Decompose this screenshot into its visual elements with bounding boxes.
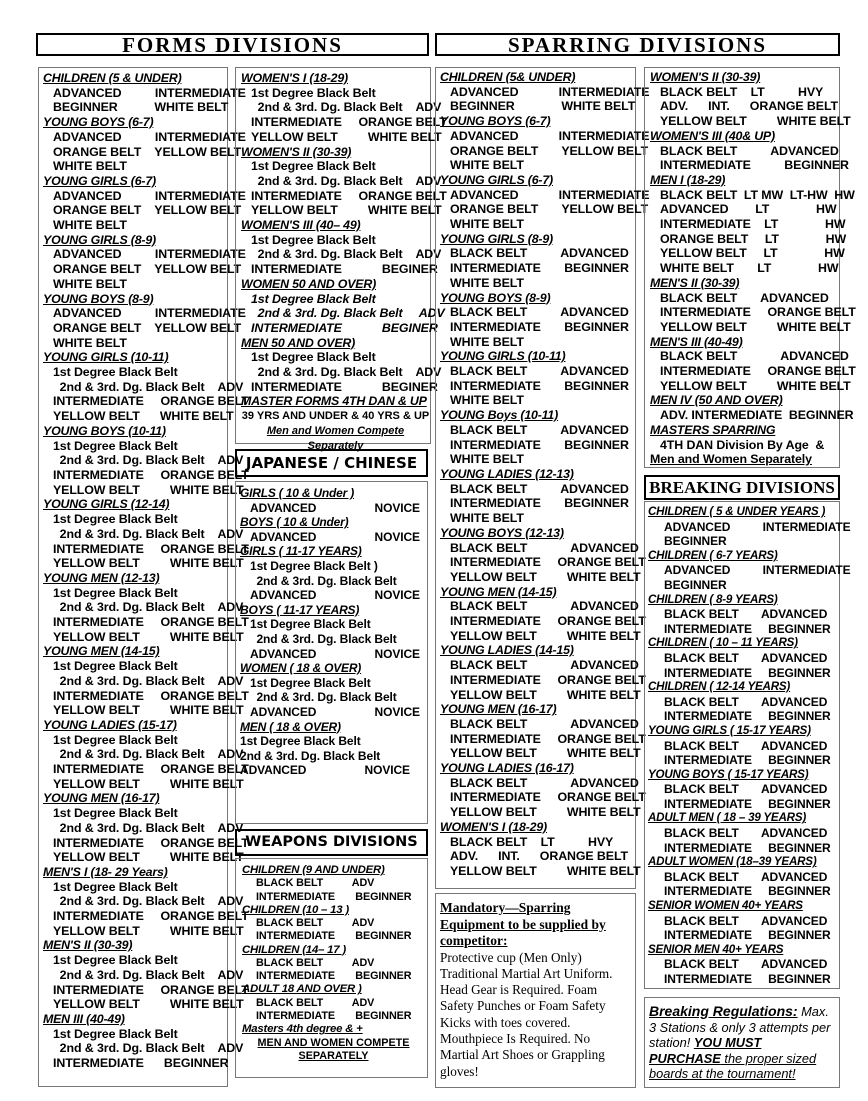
division-line: BLACK BELT ADVANCED: [664, 782, 828, 797]
division-line: ADVANCED INTERMEDIATE: [450, 187, 650, 202]
division-line: INTERMEDIATE BEGINNER: [664, 840, 831, 855]
division-title: ADULT WOMEN (18–39 YEARS): [648, 855, 817, 869]
division-line: INTERMEDIATE BEGINER: [251, 320, 438, 335]
division-line: ORANGE BELT YELLOW BELT: [450, 143, 649, 158]
division-title: YOUNG GIRLS (10-11): [43, 350, 169, 365]
sparring-column-2: [644, 67, 856, 468]
regulations-tail: the proper sized boards at the tournament!: [649, 1050, 817, 1082]
division-title: CHILDREN (14– 17 ): [242, 943, 347, 956]
division-line: BLACK BELT LT HVY: [450, 834, 614, 849]
division-line: BEGINNER WHITE BELT: [53, 100, 229, 115]
regulations-title: Breaking Regulations:: [649, 1003, 798, 1019]
division-line: 2nd & 3rd. Dg. Black Belt: [250, 573, 397, 588]
division-line: 1st Degree Black Belt: [53, 879, 178, 894]
division-title: MASTER FORMS 4TH DAN & UP: [241, 394, 427, 409]
division-line: BLACK BELT ADVANCED: [450, 658, 639, 673]
division-title: YOUNG GIRLS (6-7): [43, 173, 156, 188]
division-line: 2nd & 3rd. Dg. Black Belt ADV: [53, 379, 244, 394]
division-line: ORANGE BELT YELLOW BELT: [53, 203, 242, 218]
division-title: YOUNG GIRLS ( 15-17 YEARS): [648, 723, 811, 737]
division-line: WHITE BELT: [450, 452, 524, 467]
division-line: BLACK BELT ADVANCED: [660, 349, 849, 364]
division-line: WHITE BELT: [53, 276, 127, 291]
division-line: BLACK BELT ADVANCED: [450, 540, 639, 555]
division-line: ADVANCED INTERMEDIATE: [53, 247, 246, 262]
division-line: ADVANCED NOVICE: [250, 704, 420, 719]
division-line: BLACK BELT ADV: [256, 917, 375, 930]
equipment-line: Traditional Martial Art Uniform.: [440, 965, 613, 981]
division-title: YOUNG BOYS (12-13): [440, 525, 564, 540]
division-title: SENIOR WOMEN 40+ YEARS: [648, 899, 803, 913]
division-line: ADVANCED NOVICE: [250, 646, 420, 661]
division-line: INTERMEDIATE BEGINNER: [660, 158, 849, 173]
division-line: 1st Degree Black Belt: [251, 350, 376, 365]
division-line: WHITE BELT: [450, 393, 524, 408]
division-title: WOMEN 50 AND OVER): [241, 276, 377, 291]
division-line: BEGINNER: [664, 534, 727, 549]
division-title: YOUNG LADIES (15-17): [43, 717, 177, 732]
division-line: INTERMEDIATE ORANGE BELT: [53, 835, 249, 850]
division-title: YOUNG LADIES (14-15): [440, 643, 574, 658]
division-line: 2nd & 3rd. Dg. Black Belt ADV: [251, 306, 445, 321]
division-line: INTERMEDIATE BEGINNER: [664, 753, 831, 768]
division-line: YELLOW BELT WHITE BELT: [660, 319, 851, 334]
equipment-heading: [440, 900, 631, 950]
division-line: BLACK BELT ADVANCED: [664, 650, 828, 665]
division-title: CHILDREN (5& UNDER): [440, 70, 576, 84]
regulations-emphasis: YOU MUST PURCHASE: [649, 1035, 762, 1066]
division-line: INTERMEDIATE BEGINNER: [450, 496, 629, 511]
breaking-regulations-box: [644, 997, 840, 1088]
division-title: WOMEN'S II (30-39): [650, 70, 761, 84]
division-line: 1st Degree Black Belt: [251, 159, 376, 174]
division-line: ADV. INTERMEDIATE BEGINNER: [660, 408, 854, 423]
division-line: INTERMEDIATE ORANGE BELT: [450, 672, 646, 687]
division-title: WOMEN'S II (30-39): [241, 144, 352, 159]
division-line: WHITE BELT: [450, 334, 524, 349]
division-line: INTERMEDIATE BEGINNER: [450, 261, 629, 276]
division-line: BLACK BELT ADVANCED: [664, 957, 828, 972]
division-line: WHITE BELT: [53, 218, 127, 233]
division-line: INTERMEDIATE BEGINNER: [256, 1010, 412, 1023]
division-line: INTERMEDIATE ORANGE BELT: [53, 615, 249, 630]
division-title: CHILDREN ( 12-14 YEARS): [648, 680, 791, 694]
equipment-heading-text: Mandatory—Sparring Equipment to be supplied by competitor:: [440, 900, 606, 948]
division-line: BLACK BELT ADVANCED: [664, 826, 828, 841]
division-title: YOUNG GIRLS (8-9): [440, 231, 553, 246]
division-line: 1st Degree Black Belt: [240, 734, 361, 749]
division-title: YOUNG BOYS (10-11): [43, 423, 166, 438]
division-title: BOYS ( 11-17 YEARS): [240, 602, 360, 617]
division-line: BLACK BELT ADVANCED: [664, 694, 828, 709]
division-line: ORANGE BELT YELLOW BELT: [450, 202, 649, 217]
division-line: BLACK BELT LT HVY: [660, 84, 824, 99]
division-title: WOMEN'S III (40– 49): [241, 218, 361, 233]
division-line: ADVANCED INTERMEDIATE: [450, 128, 650, 143]
masters-title: Masters 4th degree & +: [242, 1023, 363, 1036]
division-line: WHITE BELT: [450, 217, 524, 232]
division-line: 2nd & 3rd. Dg. Black Belt ADV: [53, 673, 244, 688]
division-title: YOUNG BOYS ( 15-17 YEARS): [648, 767, 809, 781]
division-line: YELLOW BELT WHITE BELT: [53, 482, 244, 497]
division-title: MEN III (40-49): [43, 1012, 125, 1026]
division-title: YOUNG MEN (16-17): [43, 791, 160, 806]
division-line: 2nd & 3rd. Dg. Black Belt ADV: [53, 894, 244, 909]
division-line: INTERMEDIATE BEGINNER: [256, 970, 412, 983]
division-line: INTERMEDIATE ORANGE BELT: [53, 762, 249, 777]
division-line: 1st Degree Black Belt: [251, 232, 376, 247]
division-line: YELLOW BELT WHITE BELT: [450, 863, 641, 878]
division-line: ADV. INT. ORANGE BELT: [450, 849, 628, 864]
division-line: ADVANCED INTERMEDIATE: [450, 84, 650, 99]
division-line: 1st Degree Black Belt ): [250, 558, 378, 573]
division-title: SENIOR MEN 40+ YEARS: [648, 942, 784, 956]
division-line: INTERMEDIATE ORANGE BELT: [53, 467, 249, 482]
division-title: YOUNG LADIES (16-17): [440, 761, 574, 776]
division-line: INTERMEDIATE BEGINNER: [664, 709, 831, 724]
division-line: INTERMEDIATE BEGINNER: [450, 378, 629, 393]
division-line: INTERMEDIATE ORANGE BELT: [450, 790, 646, 805]
equipment-line: Mouthpiece Is Required. No: [440, 1030, 591, 1046]
division-line: YELLOW BELT WHITE BELT: [53, 629, 244, 644]
division-line: INTERMEDIATE ORANGE BELT: [53, 541, 249, 556]
division-line: INTERMEDIATE BEGINNER: [53, 1056, 229, 1071]
division-line: ORANGE BELT LT HW: [660, 231, 847, 246]
division-title: CHILDREN (9 AND UNDER): [242, 864, 385, 876]
division-line: INTERMEDIATE ORANGE BELT: [251, 188, 447, 203]
division-line: BLACK BELT ADV: [256, 877, 375, 890]
division-line: 1st Degree Black Belt: [53, 512, 178, 527]
division-title: YOUNG BOYS (8-9): [43, 291, 154, 306]
division-title: MEN 50 AND OVER): [241, 335, 356, 350]
division-line: ADVANCED INTERMEDIATE: [53, 85, 246, 100]
division-line: 2nd & 3rd. Dg. Black Belt ADV: [53, 1041, 244, 1056]
division-line: INTERMEDIATE ORANGE BELT: [53, 688, 249, 703]
division-title: MEN ( 18 & OVER): [240, 719, 341, 734]
division-line: 2nd & 3rd. Dg. Black Belt ADV: [53, 820, 244, 835]
japanese-chinese-box: [235, 481, 428, 824]
equipment-line: Protective cup (Men Only): [440, 949, 582, 965]
division-line: BLACK BELT ADVANCED: [660, 290, 829, 305]
division-line: INTERMEDIATE BEGINNER: [450, 319, 629, 334]
division-line: YELLOW BELT LT HW: [660, 246, 845, 261]
division-line: BLACK BELT ADVANCED: [450, 422, 629, 437]
division-title: ADULT 18 AND OVER ): [242, 983, 362, 996]
division-line: 1st Degree Black Belt: [251, 291, 376, 306]
division-line: BLACK BELT ADVANCED: [664, 738, 828, 753]
division-line: 1st Degree Black Belt: [251, 85, 376, 100]
division-line: INTERMEDIATE LT HW: [660, 217, 846, 232]
division-title: CHILDREN (5 & UNDER): [43, 71, 182, 85]
division-title: YOUNG LADIES (12-13): [440, 466, 574, 481]
division-line: BLACK BELT ADVANCED: [664, 607, 828, 622]
division-line: YELLOW BELT WHITE BELT: [53, 703, 244, 718]
forms-divisions-header: FORMS DIVISIONS: [36, 33, 429, 56]
division-line: 2nd & 3rd. Dg. Black Belt ADV: [53, 600, 244, 615]
division-line: WHITE BELT: [450, 158, 524, 173]
division-line: INTERMEDIATE BEGINNER: [664, 884, 831, 899]
sparring-equipment-box: [435, 893, 636, 1088]
division-title: YOUNG GIRLS (8-9): [43, 232, 156, 247]
division-line: 1st Degree Black Belt: [53, 732, 178, 747]
division-line: BEGINNER WHITE BELT: [450, 99, 636, 114]
division-line: BLACK BELT ADVANCED: [664, 869, 828, 884]
division-line: 2nd & 3rd. Dg. Black Belt ADV: [251, 100, 442, 115]
division-line: INTERMEDIATE ORANGE BELT: [53, 394, 249, 409]
division-line: YELLOW BELT WHITE BELT: [660, 378, 851, 393]
division-line: WHITE BELT: [450, 511, 524, 526]
division-line: 2nd & 3rd. Dg. Black Belt ADV: [53, 747, 244, 762]
division-line: BLACK BELT ADVANCED: [664, 913, 828, 928]
division-line: 2nd & 3rd. Dg. Black Belt: [250, 690, 397, 705]
division-title: CHILDREN (10 – 13 ): [242, 903, 349, 916]
division-line: 1st Degree Black Belt: [53, 953, 178, 968]
japanese-chinese-title: JAPANESE / CHINESE: [235, 449, 428, 477]
division-line: INTERMEDIATE ORANGE BELT: [251, 115, 447, 130]
breaking-divisions-box: [644, 501, 851, 989]
division-title: ADULT MEN ( 18 – 39 YEARS): [648, 811, 807, 825]
division-title: CHILDREN ( 10 – 11 YEARS): [648, 636, 798, 650]
division-line: 2nd & 3rd. Dg. Black Belt ADV: [251, 365, 442, 380]
division-line: ADVANCED INTERMEDIATE: [53, 306, 246, 321]
division-line: YELLOW BELT WHITE BELT: [450, 569, 641, 584]
division-line: INTERMEDIATE BEGINNER: [664, 928, 831, 943]
equipment-line: Martial Art Shoes or Grappling: [440, 1047, 605, 1063]
weapons-divisions-box: [235, 858, 428, 1078]
division-title: YOUNG BOYS (6-7): [43, 115, 154, 130]
division-line: ADVANCED INTERMEDIATE: [53, 188, 246, 203]
division-line: ADVANCED INTERMEDIATE: [664, 563, 851, 578]
division-line: 1st Degree Black Belt: [53, 585, 178, 600]
master-forms-note-1: 39 YRS AND UNDER & 40 YRS & UP: [241, 410, 430, 423]
sparring-divisions-header: SPARRING DIVISIONS: [435, 33, 840, 56]
division-line: BLACK BELT ADVANCED: [450, 481, 629, 496]
division-line: 2nd & 3rd. Dg. Black Belt ADV: [53, 526, 244, 541]
division-line: 2nd & 3rd. Dg. Black Belt ADV: [251, 173, 442, 188]
division-line: BLACK BELT ADVANCED: [450, 775, 639, 790]
division-line: YELLOW BELT WHITE BELT: [450, 628, 641, 643]
division-line: ORANGE BELT YELLOW BELT: [53, 320, 242, 335]
division-line: YELLOW BELT WHITE BELT: [53, 997, 244, 1012]
division-title: YOUNG BOYS (8-9): [440, 290, 551, 305]
division-title: MEN'S II (30-39): [43, 938, 133, 953]
equipment-line: gloves!: [440, 1063, 479, 1079]
division-title: WOMEN ( 18 & OVER): [240, 661, 362, 676]
division-line: INTERMEDIATE BEGINNER: [450, 437, 629, 452]
division-line: WHITE BELT: [53, 159, 127, 174]
division-line: INTERMEDIATE BEGINER: [251, 262, 438, 277]
forms-column-1: [38, 67, 249, 1087]
division-line: 2nd & 3rd. Dg. Black Belt ADV: [251, 247, 442, 262]
division-line: ADVANCED NOVICE: [250, 588, 420, 603]
division-line: INTERMEDIATE ORANGE BELT: [450, 555, 646, 570]
breaking-divisions-title: BREAKING DIVISIONS: [644, 475, 840, 500]
division-line: BLACK BELT LT MW LT-HW HW: [660, 187, 855, 202]
regulations-text: Max. 3 Stations & only 3 attempts per station!: [649, 1004, 831, 1051]
division-line: ADVANCED NOVICE: [250, 500, 420, 515]
division-line: YELLOW BELT WHITE BELT: [53, 776, 244, 791]
division-line: BLACK BELT ADVANCED: [450, 599, 639, 614]
division-line: ADVANCED INTERMEDIATE: [53, 129, 246, 144]
division-line: YELLOW BELT WHITE BELT: [450, 687, 641, 702]
division-title: WOMEN'S I (18-29): [440, 819, 547, 834]
master-forms-note-2: Men and Women Compete Separately: [266, 424, 405, 452]
division-line: INTERMEDIATE BEGINNER: [256, 890, 412, 903]
division-line: BLACK BELT ADV: [256, 996, 375, 1009]
division-title: MEN IV (50 AND OVER): [650, 393, 783, 408]
division-line: INTERMEDIATE ORANGE BELT: [450, 614, 646, 629]
division-title: YOUNG GIRLS (12-14): [43, 497, 170, 512]
division-line: 1st Degree Black Belt: [53, 806, 178, 821]
division-title: WOMEN'S III (40& UP): [650, 128, 775, 143]
division-line: WHITE BELT LT HW: [660, 261, 839, 276]
division-title: YOUNG MEN (12-13): [43, 570, 160, 585]
division-line: 1st Degree Black Belt: [53, 659, 178, 674]
division-title: YOUNG GIRLS (6-7): [440, 172, 553, 187]
division-line: INTERMEDIATE ORANGE BELT: [660, 305, 856, 320]
division-line: INTERMEDIATE BEGINNER: [256, 930, 412, 943]
division-line: ORANGE BELT YELLOW BELT: [53, 262, 242, 277]
division-line: BLACK BELT ADVANCED: [450, 305, 629, 320]
division-line: 2nd & 3rd. Dg. Black Belt ADV: [53, 453, 244, 468]
division-line: ADVANCED NOVICE: [250, 529, 420, 544]
masters-line-2: SEPARATELY: [298, 1049, 369, 1062]
division-line: 4TH DAN Division By Age &: [660, 437, 825, 452]
division-line: YELLOW BELT WHITE BELT: [450, 805, 641, 820]
division-line: WHITE BELT: [53, 335, 127, 350]
division-line: BLACK BELT ADVANCED: [450, 246, 629, 261]
division-line: YELLOW BELT WHITE BELT: [53, 556, 244, 571]
division-title: CHILDREN ( 6-7 YEARS): [648, 548, 778, 562]
division-line: BEGINNER: [664, 577, 727, 592]
division-line: ADVANCED LT HW: [660, 202, 837, 217]
division-title: BOYS ( 10 & Under): [240, 515, 349, 530]
division-title: GIRLS ( 10 & Under ): [240, 486, 355, 500]
division-line: YELLOW BELT WHITE BELT: [450, 746, 641, 761]
division-line: 1st Degree Black Belt: [250, 617, 371, 632]
equipment-line: Safety Punches or Foam Safety: [440, 998, 606, 1014]
division-line: INTERMEDIATE BEGINER: [251, 379, 438, 394]
division-line: YELLOW BELT WHITE BELT: [251, 203, 442, 218]
division-line: 2nd & 3rd. Dg. Black Belt: [250, 631, 397, 646]
division-title: MEN'S III (40-49): [650, 334, 743, 349]
division-title: YOUNG GIRLS (10-11): [440, 349, 566, 364]
division-line: INTERMEDIATE ORANGE BELT: [450, 731, 646, 746]
division-line: BLACK BELT ADVANCED: [450, 364, 629, 379]
division-title: WOMEN'S I (18-29): [241, 71, 348, 85]
division-title: MASTERS SPARRING: [650, 422, 776, 437]
masters-line-1: MEN AND WOMEN COMPETE: [257, 1036, 410, 1049]
division-title: MEN I (18-29): [650, 172, 726, 187]
division-line: ADV. INT. ORANGE BELT: [660, 99, 838, 114]
division-line: INTERMEDIATE ORANGE BELT: [660, 364, 856, 379]
division-title: GIRLS ( 11-17 YEARS): [240, 544, 362, 559]
division-title: CHILDREN ( 5 & UNDER YEARS ): [648, 505, 826, 518]
division-line: INTERMEDIATE BEGINNER: [664, 796, 831, 811]
division-line: ADVANCED NOVICE: [240, 763, 410, 778]
division-line: YELLOW BELT WHITE BELT: [251, 129, 442, 144]
division-line: BLACK BELT ADV: [256, 957, 375, 970]
division-line: INTERMEDIATE BEGINNER: [664, 621, 831, 636]
division-title: YOUNG MEN (14-15): [440, 584, 557, 599]
division-line: YELLOW BELT WHITE BELT: [53, 409, 234, 424]
division-title: YOUNG BOYS (6-7): [440, 114, 551, 129]
division-line: ORANGE BELT YELLOW BELT: [53, 144, 242, 159]
division-line: INTERMEDIATE ORANGE BELT: [53, 909, 249, 924]
division-title: MEN'S I (18- 29 Years): [43, 864, 168, 879]
division-line: 2nd & 3rd. Dg. Black Belt ADV: [53, 967, 244, 982]
division-line: BLACK BELT ADVANCED: [450, 716, 639, 731]
division-line: 1st Degree Black Belt: [53, 365, 178, 380]
division-title: YOUNG MEN (14-15): [43, 644, 160, 659]
division-line: 1st Degree Black Belt: [53, 1026, 178, 1041]
sparring-separately-line: Men and Women Separately: [650, 452, 812, 467]
division-line: 1st Degree Black Belt: [53, 438, 178, 453]
division-line: 2nd & 3rd. Dg. Black Belt: [240, 748, 381, 763]
equipment-line: Head Gear is Required. Foam: [440, 982, 598, 998]
sparring-column-1: [435, 67, 650, 889]
division-line: 1st Degree Black Belt: [250, 675, 371, 690]
division-line: ADVANCED INTERMEDIATE: [664, 519, 851, 534]
division-line: INTERMEDIATE ORANGE BELT: [53, 982, 249, 997]
division-title: CHILDREN ( 8-9 YEARS): [648, 592, 778, 606]
division-line: YELLOW BELT WHITE BELT: [53, 923, 244, 938]
division-line: WHITE BELT: [450, 275, 524, 290]
division-line: BLACK BELT ADVANCED: [660, 143, 839, 158]
division-line: INTERMEDIATE BEGINNER: [664, 665, 831, 680]
division-line: YELLOW BELT WHITE BELT: [660, 114, 851, 129]
division-line: YELLOW BELT WHITE BELT: [53, 850, 244, 865]
division-line: INTERMEDIATE BEGINNER: [664, 972, 831, 986]
weapons-divisions-title: WEAPONS DIVISIONS: [235, 829, 428, 856]
division-title: YOUNG MEN (16-17): [440, 702, 557, 717]
equipment-line: Kicks with toes covered.: [440, 1014, 571, 1030]
division-title: YOUNG Boys (10-11): [440, 408, 559, 423]
forms-column-2: [235, 67, 447, 452]
division-title: MEN'S II (30-39): [650, 275, 740, 290]
